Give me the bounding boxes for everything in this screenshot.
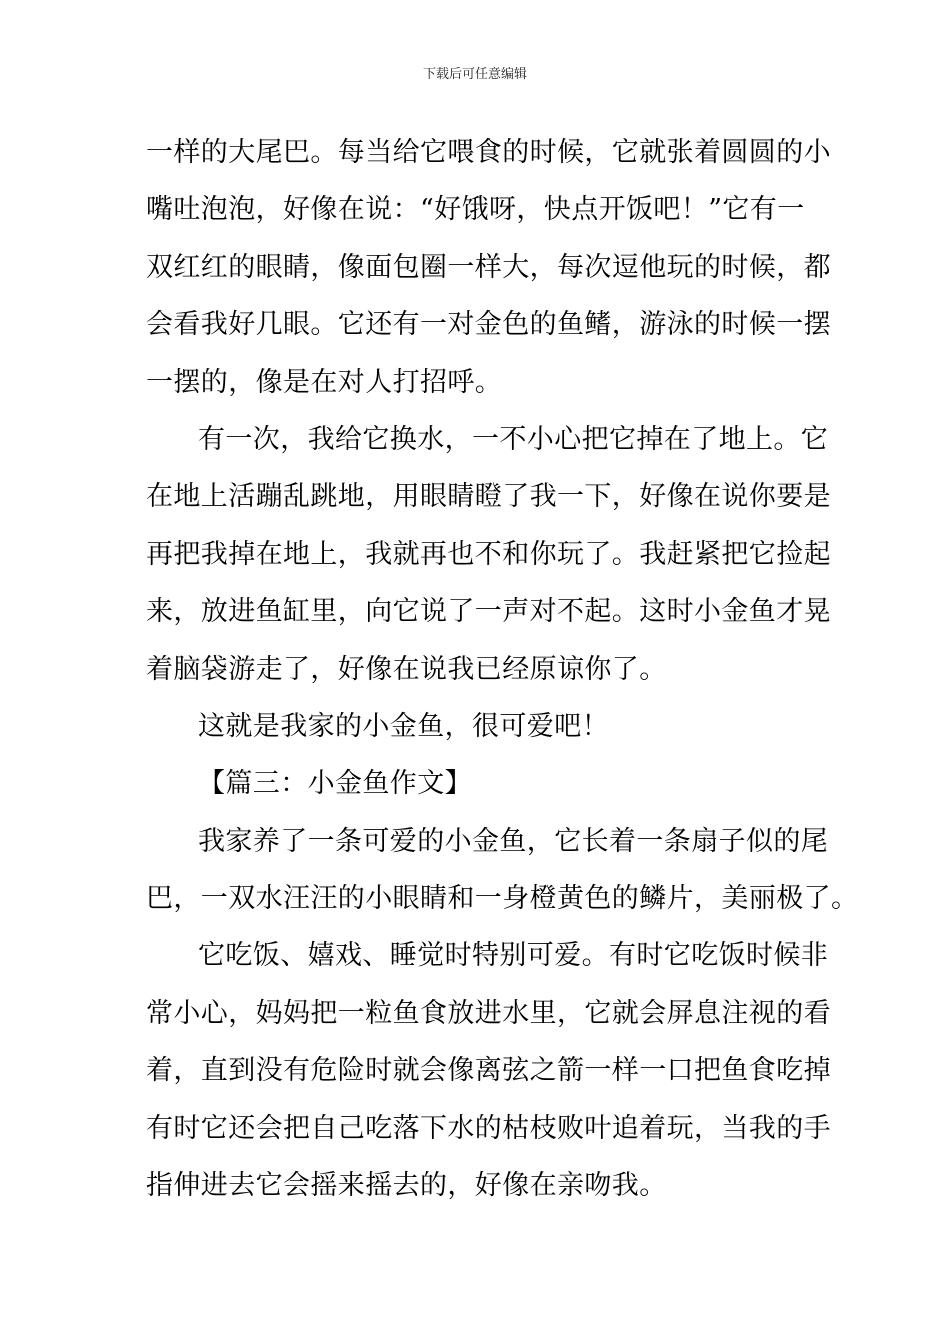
text-line: 我家养了一条可爱的小金鱼，它长着一条扇子似的尾 xyxy=(198,825,829,857)
text-line: 一样的大尾巴。每当给它喂食的时候，它就张着圆圆的小 xyxy=(146,137,831,168)
text-line: 它吃饭、嬉戏、睡觉时特别可爱。有时它吃饭时候非 xyxy=(198,940,829,972)
text-line: 有一次，我给它换水，一不小心把它掉在了地上。它 xyxy=(198,423,829,455)
article-body xyxy=(146,124,859,1214)
text-line: 有时它还会把自己吃落下水的枯枝败叶追着玩，当我的手 xyxy=(146,1112,831,1144)
text-line: 会看我好几眼。它还有一对金色的鱼鳍，游泳的时候一摆 xyxy=(146,309,831,341)
text-line: 再把我掉在地上，我就再也不和你玩了。我赶紧把它捡起 xyxy=(146,538,831,570)
section-heading: 【篇三：小金鱼作文】 xyxy=(198,768,472,800)
text-line: 巴，一双水汪汪的小眼睛和一身橙黄色的鳞片，美丽极了。 xyxy=(146,883,859,915)
text-line: 一摆的，像是在对人打招呼。 xyxy=(146,366,503,398)
text-line: 双红红的眼睛，像面包圈一样大，每次逗他玩的时候，都 xyxy=(146,251,831,283)
text-line: 常小心，妈妈把一粒鱼食放进水里，它就会屏息注视的看 xyxy=(146,997,831,1029)
text-line: 这就是我家的小金鱼，很可爱吧！ xyxy=(198,710,609,742)
text-line: 嘴吐泡泡，好像在说：“好饿呀，快点开饭吧！”它有一 xyxy=(146,194,805,226)
text-line: 指伸进去它会摇来摇去的，好像在亲吻我。 xyxy=(146,1170,667,1202)
text-line: 在地上活蹦乱跳地，用眼睛瞪了我一下，好像在说你要是 xyxy=(146,481,831,513)
text-line: 来，放进鱼缸里，向它说了一声对不起。这时小金鱼才晃 xyxy=(146,596,831,628)
text-line: 着脑袋游走了，好像在说我已经原谅你了。 xyxy=(146,653,667,685)
page-header: 下载后可任意编辑 xyxy=(422,67,527,82)
text-line: 着，直到没有危险时就会像离弦之箭一样一口把鱼食吃掉 xyxy=(146,1055,831,1087)
